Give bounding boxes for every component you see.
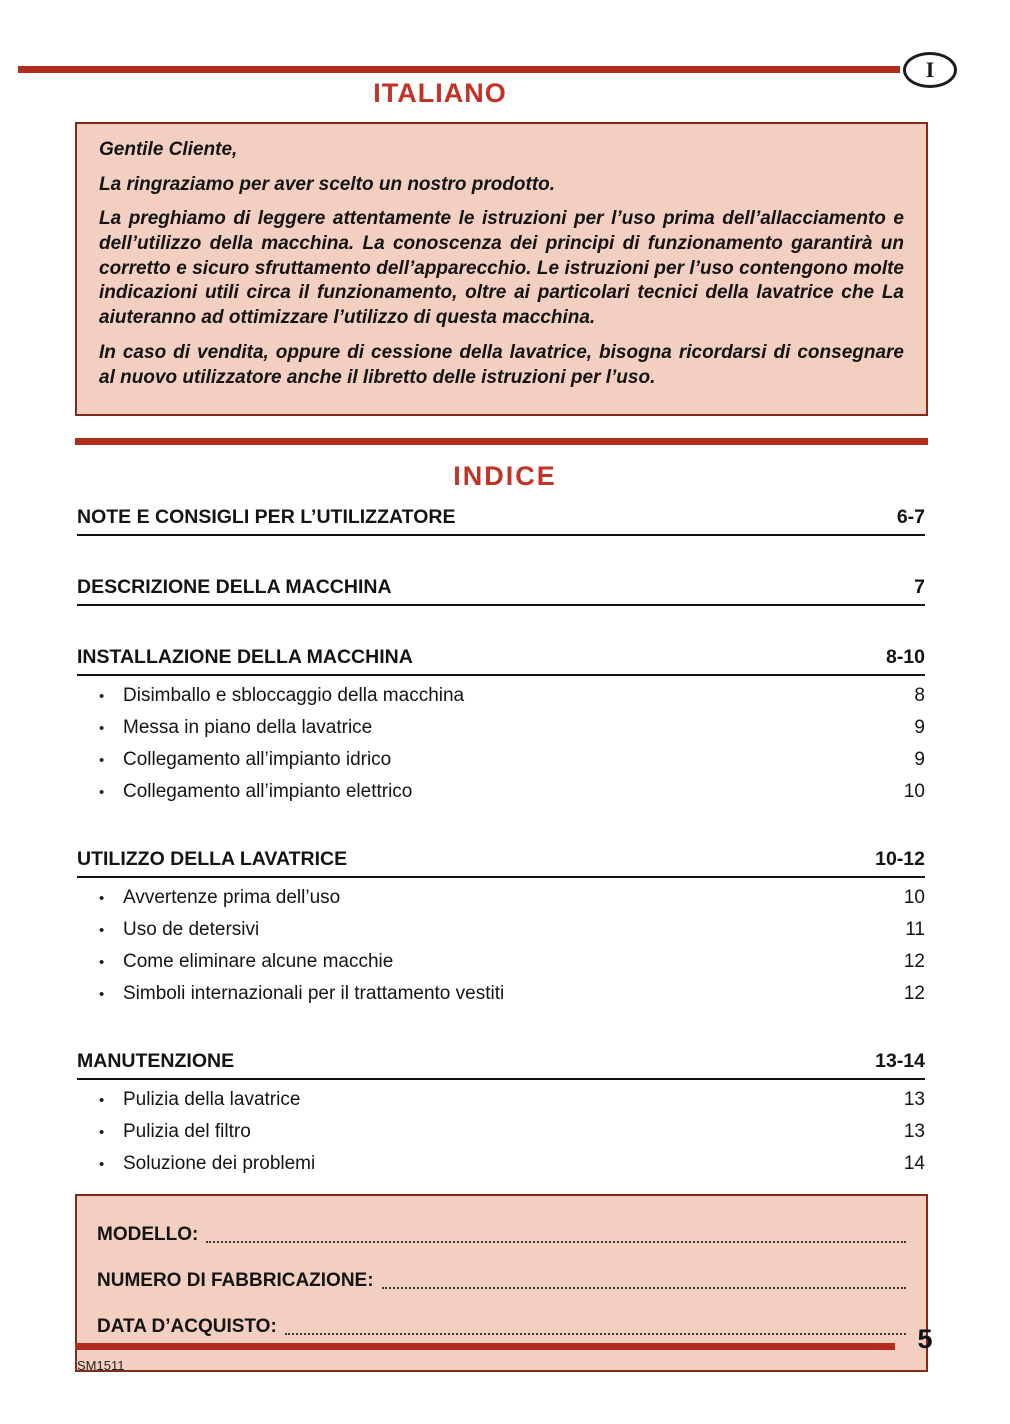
- bullet-icon: •: [99, 1156, 105, 1174]
- record-field-label: MODELLO:: [97, 1224, 199, 1246]
- bullet-icon: •: [99, 890, 105, 908]
- toc-item: [77, 680, 925, 712]
- toc-item: [77, 744, 925, 776]
- toc-item-page: 14: [903, 1153, 925, 1175]
- toc-item-label: Messa in piano della lavatrice: [123, 717, 373, 739]
- toc-item: [77, 914, 925, 946]
- intro-paragraph: In caso di vendita, oppure di cessione della lavatrice, bisogna ricordarsi di consegnare al nuovo utilizzatore anche il libretto delle istruzioni per l’uso.: [99, 341, 904, 388]
- toc-section: [77, 576, 925, 606]
- toc-section: [77, 506, 925, 536]
- intro-box: [75, 122, 928, 416]
- toc-item: [77, 776, 925, 808]
- bullet-icon: •: [99, 784, 105, 802]
- toc-item-page: 11: [905, 919, 925, 941]
- toc-section-header: [77, 1050, 925, 1080]
- toc-item-label: Collegamento all’impianto elettrico: [123, 781, 413, 803]
- record-field-line: [285, 1333, 906, 1335]
- bullet-icon: •: [99, 1124, 105, 1142]
- toc-section: [77, 646, 925, 808]
- bullet-icon: •: [99, 1092, 105, 1110]
- bullet-icon: •: [99, 688, 105, 706]
- toc-section-pages: 13-14: [875, 1050, 925, 1073]
- intro-paragraph: Gentile Cliente,: [99, 139, 238, 160]
- toc-item-label: Pulizia della lavatrice: [123, 1089, 301, 1111]
- toc-item-page: 13: [903, 1121, 925, 1143]
- record-field-line: [382, 1287, 906, 1289]
- table-of-contents: [77, 506, 925, 1180]
- toc-item-list: [77, 1080, 925, 1180]
- intro-paragraph: La ringraziamo per aver scelto un nostro prodotto.: [99, 173, 556, 195]
- toc-section-title: MANUTENZIONE: [77, 1050, 235, 1073]
- toc-section: [77, 848, 925, 1010]
- toc-item: [77, 1116, 925, 1148]
- toc-section-pages: 10-12: [875, 848, 925, 871]
- toc-item-page: 8: [914, 685, 925, 707]
- page-number: 5: [917, 1324, 933, 1354]
- toc-section-title: NOTE E CONSIGLI PER L’UTILIZZATORE: [77, 506, 456, 529]
- toc-section-pages: 7: [914, 576, 925, 599]
- toc-item: [77, 882, 925, 914]
- toc-item: [77, 1148, 925, 1180]
- language-letter: I: [925, 57, 935, 82]
- toc-section-pages: 8-10: [885, 646, 925, 669]
- toc-item-label: Simboli internazionali per il trattamento vestiti: [123, 983, 505, 1005]
- toc-section: [77, 1050, 925, 1180]
- section-divider-rule: [75, 438, 928, 445]
- language-badge: [903, 52, 957, 88]
- record-field: [97, 1212, 906, 1258]
- record-field-label: DATA D’ACQUISTO:: [97, 1316, 277, 1338]
- record-field-label: NUMERO DI FABBRICAZIONE:: [97, 1270, 374, 1292]
- toc-item-label: Collegamento all’impianto idrico: [123, 749, 392, 771]
- top-rule: [18, 66, 900, 73]
- bottom-rule: [75, 1343, 895, 1350]
- toc-section-header: [77, 576, 925, 606]
- bullet-icon: •: [99, 752, 105, 770]
- toc-item-page: 12: [903, 951, 925, 973]
- toc-item-list: [77, 878, 925, 1010]
- record-field: [97, 1258, 906, 1304]
- bullet-icon: •: [99, 720, 105, 738]
- toc-item-page: 13: [903, 1089, 925, 1111]
- toc-item-page: 10: [903, 887, 925, 909]
- toc-section-title: DESCRIZIONE DELLA MACCHINA: [77, 576, 392, 599]
- toc-item-label: Avvertenze prima dell’uso: [123, 887, 341, 909]
- toc-item-page: 9: [914, 717, 925, 739]
- toc-item: [77, 978, 925, 1010]
- toc-section-header: [77, 848, 925, 878]
- toc-item-page: 10: [903, 781, 925, 803]
- toc-section-pages: 6-7: [896, 506, 925, 529]
- toc-item-label: Soluzione dei problemi: [123, 1153, 316, 1175]
- bullet-icon: •: [99, 922, 105, 940]
- toc-item-label: Uso de detersivi: [123, 919, 260, 941]
- toc-section-title: INSTALLAZIONE DELLA MACCHINA: [77, 646, 413, 669]
- document-code: SM1511: [77, 1358, 125, 1373]
- toc-item-list: [77, 676, 925, 808]
- toc-item: [77, 712, 925, 744]
- toc-section-header: [77, 646, 925, 676]
- toc-item-label: Pulizia del filtro: [123, 1121, 251, 1143]
- record-field-line: [206, 1241, 906, 1243]
- toc-item: [77, 1084, 925, 1116]
- toc-item-page: 9: [914, 749, 925, 771]
- index-title: INDICE: [453, 461, 557, 492]
- bullet-icon: •: [99, 986, 105, 1004]
- toc-item-label: Come eliminare alcune macchie: [123, 951, 394, 973]
- intro-paragraph: La preghiamo di leggere attentamente le istruzioni per l’uso prima dell’allacciamento e dell’utilizzo della macchina. La conoscenza dei principi di funzionamento garantirà un corretto e sicuro sfruttamento dell’apparecchio. Le istruzioni per l’uso contengono molte indicazioni utili circa il funzionamento, oltre ai particolari tecnici della lavatrice che La aiuteranno ad ottimizzare l’utilizzo di questa macchina.: [99, 208, 904, 329]
- language-title: ITALIANO: [373, 78, 507, 108]
- bullet-icon: •: [99, 954, 105, 972]
- toc-section-header: [77, 506, 925, 536]
- toc-item: [77, 946, 925, 978]
- toc-item-label: Disimballo e sbloccaggio della macchina: [123, 685, 465, 707]
- toc-item-page: 12: [903, 983, 925, 1005]
- toc-section-title: UTILIZZO DELLA LAVATRICE: [77, 848, 348, 871]
